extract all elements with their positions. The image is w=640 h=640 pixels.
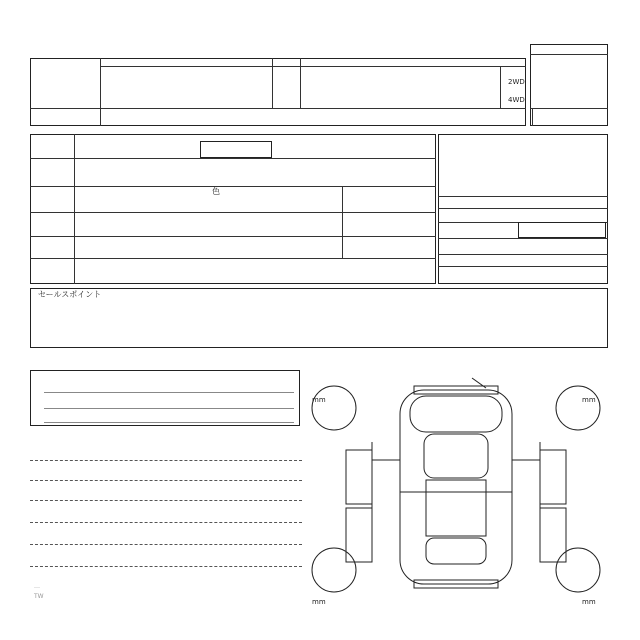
equipment-frame: [438, 134, 608, 284]
car-damage-diagram: [306, 372, 610, 612]
car-body-outline: [400, 390, 512, 584]
rear-window: [426, 538, 486, 564]
mm-label-fl: mm: [312, 396, 326, 404]
import-class-box: [518, 222, 606, 238]
left-rear-door: [346, 508, 372, 562]
drive-4wd: 4WD: [508, 96, 525, 104]
roof: [426, 480, 486, 536]
rear-left-wheel: [312, 548, 356, 592]
sales-points-frame: [30, 288, 608, 348]
windshield: [424, 434, 488, 478]
color-suffix: 色: [212, 187, 220, 196]
own-use-box: [200, 141, 272, 158]
top-info-frame: [30, 58, 526, 126]
rear-right-wheel: [556, 548, 600, 592]
score-frame: [530, 44, 608, 126]
mm-label-fr: mm: [582, 396, 596, 404]
drive-2wd: 2WD: [508, 78, 525, 86]
front-left-wheel: [312, 386, 356, 430]
notes-frame: [30, 370, 300, 426]
right-front-door: [540, 450, 566, 504]
mm-label-rr: mm: [582, 598, 596, 606]
footer-mark-2: TW: [34, 593, 44, 600]
hood: [410, 396, 502, 432]
mm-label-rl: mm: [312, 598, 326, 606]
sales-points-label: セールスポイント: [38, 290, 102, 299]
left-front-door: [346, 450, 372, 504]
front-right-wheel: [556, 386, 600, 430]
right-rear-door: [540, 508, 566, 562]
footer-mark-1: …: [34, 583, 40, 590]
